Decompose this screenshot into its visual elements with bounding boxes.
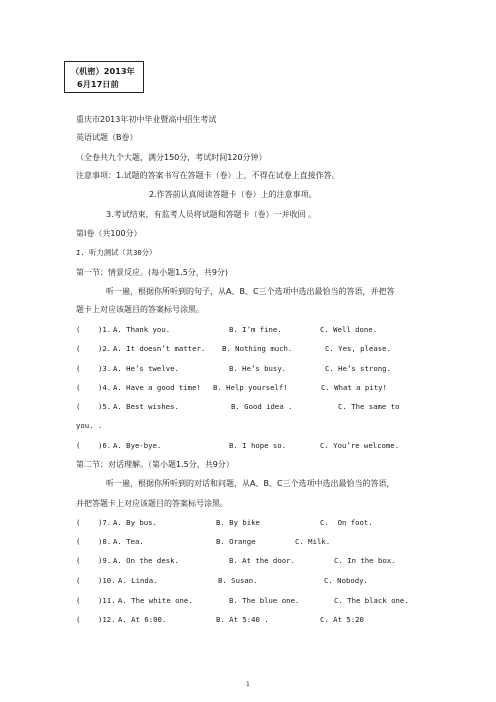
question-continuation: you. . [76,421,103,430]
section-title: I. 听力测试（共30分） [76,248,157,257]
question-row [76,344,456,354]
option-a: A. He’s twelve. [113,364,179,373]
question-row [76,402,456,412]
question-row [76,441,456,451]
question-number: ( )11. [76,596,116,605]
subsection-1-instruction: 听一遍，根据你所听到的句子，从A、B、C三个选项中选出最恰当的答语，并把答 [106,287,395,296]
subsection-2-title: 第二节：对话理解。（第小题1.5分，共9分） [76,460,234,469]
question-number: ( )7. [76,518,112,527]
question-number: ( )8. [76,537,112,546]
question-number: ( )4. [76,383,112,392]
option-a: A. Bye-bye. [113,441,162,450]
question-number: ( )10. [76,576,116,585]
question-row [76,576,456,586]
stamp-line-1: （机密）2013年 [71,66,135,76]
stamp-line-2: 6月17日前 [77,79,119,89]
option-b: B. Susan. [218,576,258,585]
option-b: B. Nothing much. [222,344,293,353]
question-number: ( )1. [76,325,112,334]
option-a: A. Linda. [118,576,158,585]
notice-1: 注意事项：1.试题的答案书写在答题卡（卷）上，不得在试卷上直接作答。 [76,171,340,180]
question-row [76,596,456,606]
option-a: A. Tea. [113,537,144,546]
option-a: A. Thank you. [113,325,171,334]
option-b: B. He’s busy. [229,364,287,373]
question-row [76,556,456,566]
subsection-2-instruction-cont: 并把答题卡上对应该题目的答案标号涂黑。 [76,499,228,508]
page-number: 1 [246,681,250,688]
question-row [76,537,456,547]
question-number: ( )2. [76,344,112,353]
option-c: C. Nobody. [324,576,368,585]
option-b: B. The blue one. [229,596,300,605]
option-c: C. In the box. [334,556,396,565]
option-a: A. By bus. [113,518,157,527]
question-number: ( )6. [76,441,112,450]
option-a: A. At 6:00. [118,615,167,624]
question-row [76,364,456,374]
option-c: C. The black one. [334,596,409,605]
question-number: ( )5. [76,402,112,411]
option-b: B. Orange [216,537,256,546]
option-c: C. At 5:20 [320,615,364,624]
question-row [76,325,456,335]
option-c: C. Milk. [295,537,331,546]
option-a: A. The white one. [118,596,193,605]
subsection-2-instruction: 听一遍，根据你所听到的对话和问题，从A、B、C三个选项中选出最恰当的答语， [106,479,395,488]
option-c: C. On foot. [320,518,373,527]
option-b: B. I’m fine. [229,325,282,334]
question-row [76,518,456,528]
question-number: ( )3. [76,364,112,373]
notice-3: 3.考试结束，有监考人员将试题和答题卡（卷）一并收回 。 [106,210,317,219]
exam-info: （全卷共九个大题，满分150分，考试时间120分钟） [76,153,267,162]
question-row [76,383,456,393]
option-c: C. What a pity! [321,383,387,392]
option-b: B. Good idea . [231,402,293,411]
question-row [76,615,456,625]
subsection-1-instruction-cont: 题卡上对应该题目的答案标号涂黑。 [76,305,204,314]
exam-title: 重庆市2013年初中毕业暨高中招生考试 [76,115,217,124]
confidential-stamp [64,61,144,93]
option-c: C. Well done. [320,325,378,334]
option-c: C. You’re welcome. [320,441,400,450]
option-a: A. On the desk. [113,556,179,565]
option-b: B. I hope so. [229,441,287,450]
option-b: B. Help yourself! [213,383,288,392]
question-number: ( )9. [76,556,112,565]
option-a: A. Best wishes. [113,402,179,411]
option-b: B. By bike [216,518,260,527]
option-c: C. He’s strong. [325,364,391,373]
question-number: ( )12. [76,615,116,624]
notice-2: 2.作答前认真阅读答题卡（卷）上的注意事项。 [149,190,317,199]
subsection-1-title: 第一节：情景反应。(每小题1.5分，共9分) [76,268,229,277]
option-b: B. At 5:40 . [216,615,269,624]
option-a: A. Have a good time! [113,383,201,392]
exam-subject: 英语试题（B卷） [76,133,138,142]
part-title: 第Ⅰ卷（共100分） [76,229,142,238]
option-c: C. Yes, please. [325,344,391,353]
option-b: B. At the door. [229,556,295,565]
option-c: C. The same to [338,402,400,411]
option-a: A. It doesn’t matter. [113,344,206,353]
